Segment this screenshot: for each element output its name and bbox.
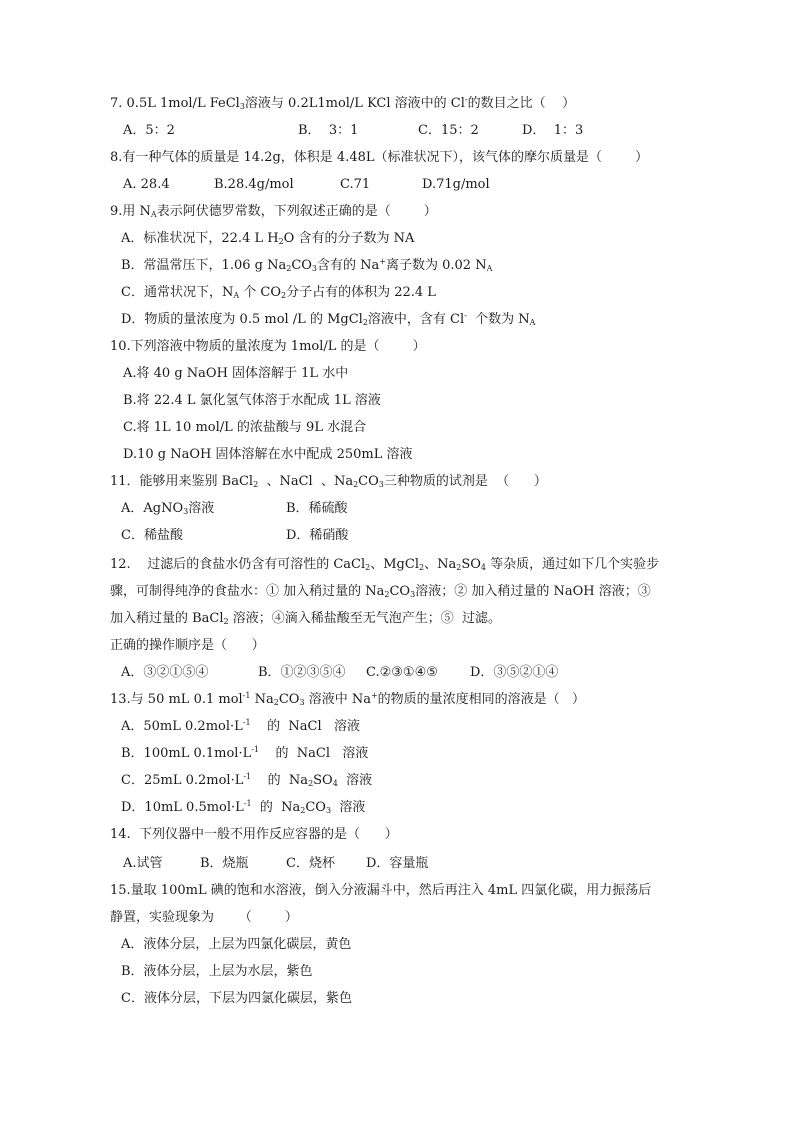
question-stem-q15 <box>110 883 651 901</box>
text-segment: B．①②③⑤④ <box>258 665 346 680</box>
text-segment: D．③⑤②①④ <box>470 665 559 680</box>
answer-option-q13 <box>121 746 368 764</box>
text-segment: D．容量瓶 <box>366 856 429 871</box>
text-segment: 的 NaCl 溶液 <box>250 719 360 734</box>
answer-option-q14 <box>366 856 428 874</box>
supscript-text: -1 <box>242 718 251 727</box>
subscript-text: 2 <box>456 563 462 572</box>
supscript-text: -1 <box>243 799 252 808</box>
text-segment: A.将 40 g NaOH 固体溶解于 1L 水中 <box>123 366 349 381</box>
text-segment: 溶液；④滴入稀盐酸至无气泡产生；⑤ 过滤。 <box>228 611 502 626</box>
answer-option-q12 <box>121 665 208 683</box>
subscript-text: 2 <box>280 291 287 300</box>
answer-option-q9 <box>121 231 414 249</box>
text-segment: Na <box>250 692 274 707</box>
answer-option-q14 <box>123 856 163 874</box>
text-segment: D．10mL 0.5mol·L <box>121 800 244 815</box>
text-segment: C.将 1L 10 mol/L 的浓盐酸与 9L 水混合 <box>123 420 367 435</box>
text-segment: D.10 g NaOH 固体溶解在水中配成 250mL 溶液 <box>123 447 413 462</box>
answer-option-q9 <box>121 285 436 303</box>
supscript-text: - <box>464 95 468 104</box>
answer-option-q7 <box>522 123 583 141</box>
supscript-text: - <box>464 311 467 320</box>
question-stem-q12 <box>110 611 501 629</box>
answer-option-q9 <box>121 258 492 276</box>
text-segment: C.71 <box>340 177 371 192</box>
subscript-text: 2 <box>278 237 284 246</box>
answer-option-q8 <box>214 177 294 195</box>
text-segment: 13.与 50 mL 0.1 mol <box>110 692 243 707</box>
answer-option-q14 <box>200 856 249 874</box>
text-segment: CO <box>389 584 411 599</box>
text-segment: 分子占有的体积为 22.4 L <box>286 285 436 300</box>
subscript-text: 2 <box>300 806 306 815</box>
text-segment: D．物质的量浓度为 0.5 mol /L 的 MgCl <box>121 312 363 327</box>
answer-option-q8 <box>340 177 370 195</box>
subscript-text: A <box>233 291 240 300</box>
text-segment: C．15：2 <box>418 123 479 138</box>
answer-option-q10 <box>123 420 366 438</box>
text-segment: 正确的操作顺序是（ ） <box>110 638 265 653</box>
answer-option-q13 <box>121 719 360 737</box>
text-segment: C．液体分层，下层为四氯化碳层，紫色 <box>121 991 352 1006</box>
text-segment: 15.量取 100mL 碘的饱和水溶液，倒入分液漏斗中，然后再注入 4mL 四氯化碳，用力振荡后 <box>110 883 652 898</box>
text-segment: B．稀硫酸 <box>286 501 348 516</box>
text-segment: 含有的 Na <box>317 258 380 273</box>
text-segment: 溶液中，含有 Cl <box>367 312 465 327</box>
text-segment: B．100mL 0.1mol·L <box>121 746 252 761</box>
text-segment: O 含有的分子数为 NA <box>283 231 415 246</box>
subscript-text: 3 <box>410 590 416 599</box>
text-segment: B．烧瓶 <box>200 856 249 871</box>
text-segment: C.②③①④⑤ <box>366 665 438 680</box>
question-stem-q13 <box>110 692 585 710</box>
subscript-text: 2 <box>223 617 229 626</box>
answer-option-q15 <box>121 937 351 955</box>
text-segment: A.试管 <box>123 856 163 871</box>
subscript-text: 3 <box>183 507 189 516</box>
text-segment: 溶液与 0.2L1mol/L KCl 溶液中的 Cl <box>244 96 465 111</box>
text-segment: 8.有一种气体的质量是 14.2g，体积是 4.48L（标准状况下），该气体的摩尔质量是（ ） <box>110 150 649 165</box>
question-stem-q12 <box>110 638 265 656</box>
text-segment: 的 Na <box>251 773 309 788</box>
text-segment: 、NaCl 、Na <box>258 474 354 489</box>
answer-option-q7 <box>298 123 358 141</box>
question-stem-q12 <box>110 557 659 575</box>
question-stem-q14 <box>110 827 398 845</box>
text-segment: 12. 过滤后的食盐水仍含有可溶性的 CaCl <box>110 557 366 572</box>
subscript-text: 2 <box>362 318 368 327</box>
supscript-text: -1 <box>242 691 251 700</box>
subscript-text: 3 <box>299 698 305 707</box>
answer-option-q11 <box>121 501 214 519</box>
subscript-text: 2 <box>365 563 371 572</box>
subscript-text: 3 <box>239 102 245 111</box>
question-stem-q12 <box>110 584 651 602</box>
answer-option-q13 <box>121 800 365 818</box>
subscript-text: 2 <box>273 698 279 707</box>
text-segment: A．液体分层，上层为四氯化碳层，黄色 <box>121 937 352 952</box>
question-stem-q11 <box>110 474 547 492</box>
text-segment: 10.下列溶液中物质的量浓度为 1mol/L 的是（ ） <box>110 339 426 354</box>
answer-option-q8 <box>123 177 170 195</box>
text-segment: A．AgNO <box>121 501 184 516</box>
text-segment: 的数目之比（ ） <box>467 96 576 111</box>
supscript-text: + <box>370 691 378 700</box>
text-segment: 、MgCl <box>370 557 419 572</box>
text-segment: B．液体分层，上层为水层，紫色 <box>121 964 313 979</box>
subscript-text: 2 <box>418 563 425 572</box>
question-stem-q15 <box>110 910 298 928</box>
answer-option-q10 <box>123 393 381 411</box>
subscript-text: 3 <box>325 806 332 815</box>
text-segment: 的 NaCl 溶液 <box>259 746 369 761</box>
text-segment: D.71g/mol <box>422 177 490 192</box>
answer-option-q10 <box>123 447 413 465</box>
text-segment: SO <box>461 557 481 572</box>
answer-option-q7 <box>418 123 479 141</box>
text-segment: A．③②①⑤④ <box>121 665 209 680</box>
text-segment: D．稀硝酸 <box>286 528 349 543</box>
subscript-text: 2 <box>384 590 390 599</box>
answer-option-q12 <box>470 665 558 683</box>
subscript-text: 2 <box>253 480 259 489</box>
subscript-text: 3 <box>378 480 384 489</box>
text-segment: A．50mL 0.2mol·L <box>121 719 243 734</box>
text-segment: 离子数为 0.02 N <box>385 258 487 273</box>
answer-option-q9 <box>121 312 535 330</box>
text-segment: CO <box>358 474 379 489</box>
text-segment: 9.用 N <box>110 204 151 219</box>
text-segment: 的物质的量浓度相同的溶液是（ ） <box>377 692 586 707</box>
answer-option-q13 <box>121 773 372 791</box>
text-segment: SO <box>313 773 333 788</box>
text-segment: 7. 0.5L 1mol/L FeCl <box>110 96 240 111</box>
text-segment: 、Na <box>424 557 457 572</box>
subscript-text: 2 <box>353 480 359 489</box>
text-segment: B． 3：1 <box>298 123 359 138</box>
text-segment: 三种物质的试剂是 （ ） <box>383 474 547 489</box>
text-segment: A．5：2 <box>123 123 175 138</box>
text-segment: B.28.4g/mol <box>214 177 294 192</box>
answer-option-q7 <box>123 123 175 141</box>
text-segment: 11．能够用来鉴别 BaCl <box>110 474 254 489</box>
text-segment: B.将 22.4 L 氯化氢气体溶于水配成 1L 溶液 <box>123 393 381 408</box>
answer-option-q15 <box>121 991 352 1009</box>
text-segment: 溶液 <box>331 800 366 815</box>
answer-option-q10 <box>123 366 348 384</box>
text-segment: 静置，实验现象为 （ ） <box>110 910 298 925</box>
text-segment: 14. 下列仪器中一般不用作反应容器的是（ ） <box>110 827 398 842</box>
question-stem-q8 <box>110 150 648 168</box>
subscript-text: 4 <box>480 563 486 572</box>
subscript-text: 2 <box>308 779 314 788</box>
text-segment: 溶液 <box>188 501 215 516</box>
supscript-text: -1 <box>243 772 252 781</box>
text-segment: CO <box>291 258 312 273</box>
text-segment: A. 28.4 <box>123 177 170 192</box>
subscript-text: 2 <box>286 264 292 273</box>
text-segment: D． 1：3 <box>522 123 584 138</box>
text-segment: 的 Na <box>251 800 301 815</box>
subscript-text: A <box>529 318 536 327</box>
text-segment: CO <box>305 800 326 815</box>
text-segment: 个数为 N <box>466 312 530 327</box>
text-segment: 表示阿伏德罗常数，下列叙述正确的是（ ） <box>156 204 437 219</box>
text-segment: C．通常状况下，N <box>121 285 234 300</box>
subscript-text: A <box>150 210 157 219</box>
question-stem-q10 <box>110 339 426 357</box>
question-stem-q7 <box>110 96 575 114</box>
text-segment: 等杂质，通过如下几个实验步 <box>485 557 660 572</box>
subscript-text: 4 <box>332 779 338 788</box>
answer-option-q11 <box>286 501 348 519</box>
text-segment: 骤，可制得纯净的食盐水：① 加入稍过量的 Na <box>110 584 385 599</box>
answer-option-q12 <box>258 665 346 683</box>
answer-option-q8 <box>422 177 490 195</box>
answer-option-q11 <box>286 528 348 546</box>
text-segment: CO <box>278 692 300 707</box>
text-segment: A．标准状况下，22.4 L H <box>121 231 279 246</box>
answer-option-q14 <box>286 856 335 874</box>
subscript-text: A <box>486 264 493 273</box>
answer-option-q11 <box>121 528 183 546</box>
text-segment: B．常温常压下，1.06 g Na <box>121 258 287 273</box>
subscript-text: 3 <box>311 264 318 273</box>
text-segment: C．25mL 0.2mol·L <box>121 773 244 788</box>
text-segment: 溶液中 Na <box>304 692 371 707</box>
text-segment: C．烧杯 <box>286 856 335 871</box>
answer-option-q15 <box>121 964 313 982</box>
supscript-text: + <box>379 257 386 266</box>
question-stem-q9 <box>110 204 437 222</box>
text-segment: 溶液；② 加入稍过量的 NaOH 溶液；③ <box>415 584 651 599</box>
text-segment: 加入稍过量的 BaCl <box>110 611 224 626</box>
answer-option-q12 <box>366 665 438 683</box>
supscript-text: -1 <box>251 745 260 754</box>
text-segment: 个 CO <box>239 285 281 300</box>
text-segment: 溶液 <box>337 773 373 788</box>
text-segment: C．稀盐酸 <box>121 528 183 543</box>
